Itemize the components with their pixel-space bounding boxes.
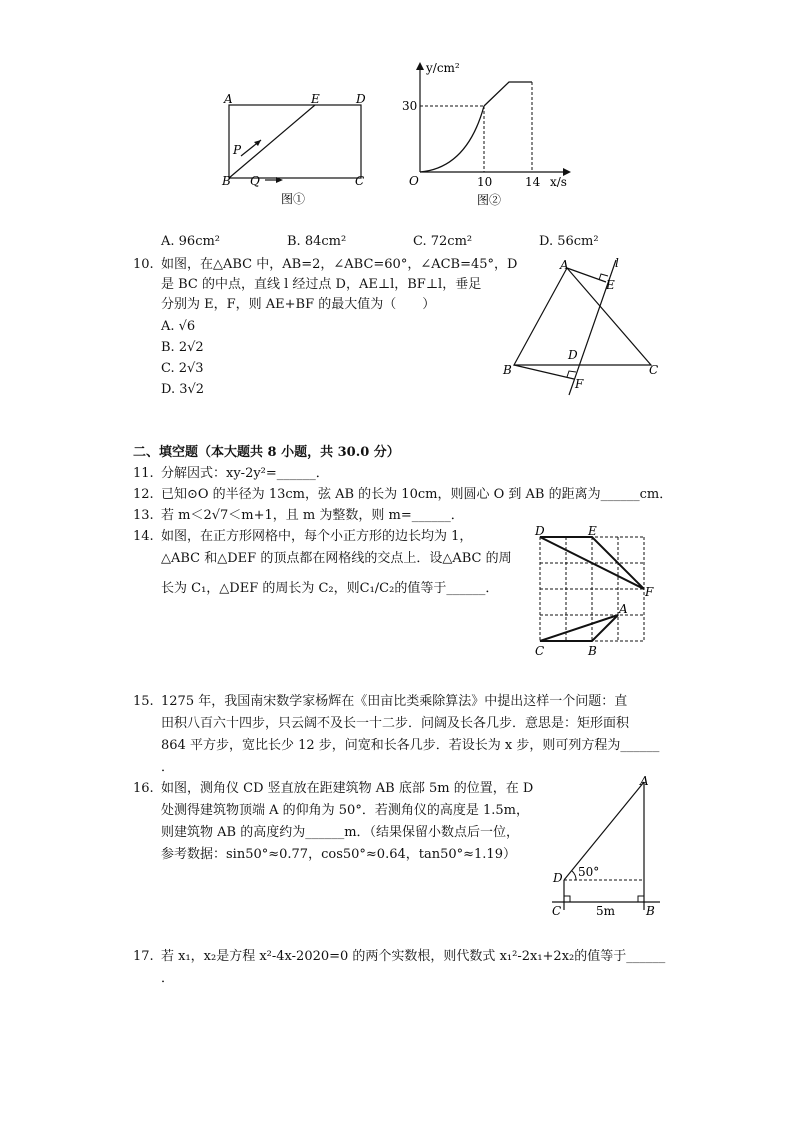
tick-x-10: 10 (477, 175, 493, 189)
label-p: P (233, 143, 242, 157)
q16-number: 16. (133, 781, 154, 796)
section-2-heading: 二、填空题（本大题共 8 小题，共 30.0 分） (133, 445, 400, 460)
q13-text: 若 m＜2√7＜m+1，且 m 为整数，则 m=______． (161, 508, 464, 523)
segment-be (229, 105, 315, 178)
graph-lines (484, 82, 532, 106)
label-b: B (503, 363, 512, 377)
caption-fig2: 图② (477, 193, 502, 207)
label-a: A (560, 258, 569, 272)
label-e: E (588, 525, 597, 538)
label-b: B (646, 904, 655, 918)
q15-line-2: 田积八百六十四步，只云阔不及长一十二步．问阔及长各几步．意思是：矩形面积 (161, 716, 630, 731)
tick-x-14: 14 (525, 175, 541, 189)
q10-option-c: C. 2√3 (161, 361, 204, 376)
label-e: E (606, 278, 615, 292)
figure-q14 (530, 525, 670, 660)
origin-label: O (409, 174, 419, 188)
figure-1 (215, 88, 375, 213)
q15-line-3: 864 平方步，宽比长少 12 步，问宽和长各几步．若设长为 x 步，则可列方程为______ (161, 738, 660, 753)
q11-text: 分解因式：xy-2y²=______． (161, 466, 329, 481)
q16-line-3: 则建筑物 AB 的高度约为______m．（结果保留小数点后一位， (161, 825, 520, 840)
label-b: B (588, 644, 597, 658)
label-c: C (535, 644, 545, 658)
y-axis-label: y/cm² (426, 61, 460, 75)
q10-number: 10. (133, 257, 154, 272)
x-axis-label: x/s (550, 175, 567, 189)
label-d: D (553, 871, 563, 885)
q17-line-1: 若 x₁，x₂是方程 x²-4x-2020=0 的两个实数根，则代数式 x₁²-2x₁+2x₂的值等于______ (161, 949, 666, 964)
q17-number: 17. (133, 949, 154, 964)
label-a: A (640, 774, 649, 788)
graph-curve (420, 106, 484, 172)
distance-label: 5m (596, 904, 616, 918)
label-c: C (552, 904, 562, 918)
label-c: C (649, 363, 659, 377)
q9-option-a: A. 96cm² (161, 234, 221, 249)
q12-text: 已知⊙O 的半径为 13cm，弦 AB 的长为 10cm，则圆心 O 到 AB 的距离为______cm． (161, 487, 673, 502)
q17-line-2: ． (161, 971, 175, 986)
figure-q10 (495, 255, 670, 400)
angle-label: 50° (578, 865, 600, 879)
caption-fig1: 图① (281, 192, 306, 206)
angle-arc (572, 871, 576, 880)
q14-line-3: 长为 C₁，△DEF 的周长为 C₂，则C₁/C₂的值等于______． (161, 581, 499, 596)
label-d: D (568, 348, 578, 362)
q16-line-1: 如图，测角仪 CD 竖直放在距建筑物 AB 底部 5m 的位置，在 D (161, 781, 534, 796)
right-angle-c (564, 896, 570, 902)
label-c: C (355, 174, 365, 188)
q9-option-b: B. 84cm² (287, 234, 347, 249)
q10-option-b: B. 2√2 (161, 340, 204, 355)
label-l: l (615, 256, 619, 270)
label-d: D (535, 525, 545, 538)
triangle-abc (540, 615, 618, 641)
right-angle-b (638, 896, 644, 902)
q9-option-d: D. 56cm² (539, 234, 599, 249)
label-a: A (224, 92, 233, 106)
label-a: A (619, 602, 628, 616)
label-b: B (222, 174, 231, 188)
q10-line-2: 是 BC 的中点，直线 l 经过点 D，AE⊥l，BF⊥l，垂足 (161, 277, 482, 292)
q12-number: 12. (133, 487, 154, 502)
rectangle-abcd (229, 105, 361, 178)
grid-lines (540, 537, 644, 641)
q16-line-2: 处测得建筑物顶端 A 的仰角为 50°．若测角仪的高度是 1.5m， (161, 803, 529, 818)
figure-q16 (548, 772, 668, 922)
q11-number: 11. (133, 466, 154, 481)
q10-option-a: A. √6 (161, 319, 196, 334)
q14-number: 14. (133, 529, 154, 544)
q15-number: 15. (133, 694, 154, 709)
label-d: D (356, 92, 366, 106)
q10-option-d: D. 3√2 (161, 382, 205, 397)
q9-option-c: C. 72cm² (413, 234, 473, 249)
q14-line-1: 如图，在正方形网格中，每个小正方形的边长均为 1， (161, 529, 473, 544)
q14-line-2: △ABC 和△DEF 的顶点都在网格线的交点上．设△ABC 的周 (161, 551, 512, 566)
q15-line-4: ． (161, 760, 175, 775)
figure-2 (395, 58, 580, 213)
q15-line-1: 1275 年，我国南宋数学家杨辉在《田亩比类乘除算法》中提出这样一个问题：直 (161, 694, 628, 709)
q10-line-3: 分别为 E，F，则 AE+BF 的最大值为（ ） (161, 297, 436, 312)
tick-y-30: 30 (402, 99, 418, 113)
triangle-abc (514, 268, 651, 365)
label-f: F (575, 377, 584, 391)
label-f: F (645, 585, 654, 599)
segment-bf (514, 365, 574, 379)
q13-number: 13. (133, 508, 154, 523)
label-e: E (311, 92, 320, 106)
label-q: Q (250, 174, 260, 188)
q16-line-4: 参考数据：sin50°≈0.77，cos50°≈0.64，tan50°≈1.19） (161, 847, 516, 862)
q10-line-1: 如图，在△ABC 中，AB=2，∠ABC=60°，∠ACB=45°，D (161, 257, 518, 272)
sight-line (564, 782, 644, 880)
